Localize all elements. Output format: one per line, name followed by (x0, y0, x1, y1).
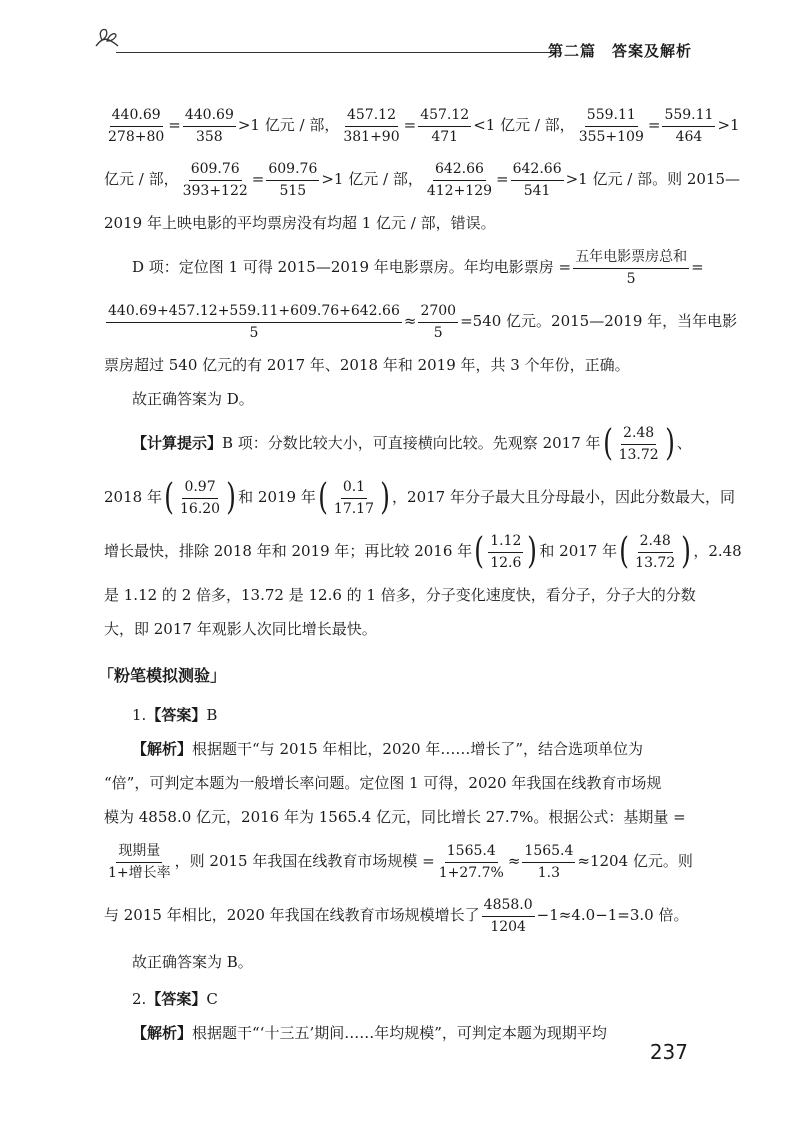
text-line: 【计算提示】B 项：分数比较大小，可直接横向比较。先观察 2017 年 ( $\frac{2.48}{13.72}$ ) 、 (132, 423, 692, 464)
fraction: $\frac{0.97}{16.20}$ (180, 479, 221, 517)
fraction: $\frac{2.48}{13.72}$ (635, 533, 676, 571)
text-line: $\frac{440.69}{278+80}$ = $\frac{440.69}{358}$ >1 亿元 / 部， $\frac{457.12}{381+90}$ = $\frac{457.12}{471}$ <1 亿元 / 部， $\frac{559.11}{355+109}$ = $\frac{559.11}{464}$ >1 (108, 107, 740, 145)
text-line: 大，即 2017 年观影人次同比增长最快。 (104, 620, 377, 638)
fraction: $\frac{559.11}{355+109}$ (578, 107, 644, 145)
page-number: 237 (649, 1040, 688, 1064)
fraction: $\frac{642.66}{412+129}$ (426, 161, 493, 199)
text-line: 【解析】根据题干“与 2015 年相比，2020 年……增长了”，结合选项单位为 (132, 740, 644, 758)
text-line: 2019 年上映电影的平均票房没有均超 1 亿元 / 部，错误。 (104, 214, 496, 232)
fraction: $\frac{440.69}{358}$ (184, 107, 234, 145)
text-line: “倍”，可判定本题为一般增长率问题。定位图 1 可得，2020 年我国在线教育市场规 (104, 774, 662, 792)
text-line: 【解析】根据题干“‘十三五’期间……年均规模”，可判定本题为现期平均 (132, 1024, 607, 1042)
text-line: 亿元 / 部， $\frac{609.76}{393+122}$ = $\frac{609.76}{515}$ >1 亿元 / 部， $\frac{642.66}{412+129}$ = $\frac{642.66}{541}$ >1 亿元 / 部。则 2015— (104, 161, 741, 199)
fraction: $\frac{457.12}{381+90}$ (343, 107, 400, 145)
question-answer-line: 2.【答案】C (132, 990, 218, 1008)
fraction: $\frac{609.76}{515}$ (268, 161, 318, 199)
leaf-ornament-icon (92, 26, 120, 48)
text-line: $\frac{440.69+457.12+559.11+609.76+642.66}{5}$ ≈ $\frac{2700}{5}$ =540 亿元。2015—2019 年，当年电影 (108, 303, 738, 341)
fraction: $\frac{0.1}{17.17}$ (333, 479, 374, 517)
header-title: 第二篇 答案及解析 (547, 42, 692, 60)
header-rule (116, 52, 556, 53)
fraction: $\frac{609.76}{393+122}$ (182, 161, 248, 199)
fraction: $\frac{642.66}{541}$ (512, 161, 562, 199)
fraction: $\frac{\text{现期量}}{\text{1+增长率}}$ (108, 843, 171, 881)
text-line: 模为 4858.0 亿元，2016 年为 1565.4 亿元，同比增长 27.7%。根据公式：基期量 = (104, 808, 686, 826)
fraction: $\frac{2700}{5}$ (420, 303, 457, 341)
text-line: 增长最快，排除 2018 年和 2019 年；再比较 2016 年 ( $\frac{1.12}{12.6}$ ) 和 2017 年 ( $\frac{2.48}{13.72}$ ) ，2.48 (104, 531, 742, 572)
answer-line: 故正确答案为 B。 (132, 953, 253, 971)
text-line: $\frac{\text{现期量}}{\text{1+增长率}}$ ，则 2015 年我国在线教育市场规模 = $\frac{1565.4}{1+27.7\%}$ ≈ $\frac{1565.4}{1.3}$ ≈1204 亿元。则 (108, 843, 693, 881)
fraction: $\frac{1.12}{12.6}$ (490, 533, 522, 571)
fraction: $\frac{1565.4}{1+27.7\%}$ (438, 843, 504, 881)
fraction: $\frac{2.48}{13.72}$ (618, 425, 659, 463)
answer-line: 故正确答案为 D。 (132, 390, 254, 408)
text-line: 与 2015 年相比，2020 年我国在线教育市场规模增长了 $\frac{4858.0}{1204}$ −1≈4.0−1=3.0 倍。 (104, 897, 689, 935)
fraction: $\frac{440.69+457.12+559.11+609.76+642.66}{5}$ (108, 303, 400, 341)
fraction: $\frac{559.11}{464}$ (664, 107, 714, 145)
text-line: 是 1.12 的 2 倍多，13.72 是 12.6 的 1 倍多，分子变化速度快，看分子，分子大的分数 (104, 586, 696, 604)
fraction: $\frac{4858.0}{1204}$ (483, 897, 533, 935)
text-line: 2018 年 ( $\frac{0.97}{16.20}$ ) 和 2019 年 ( $\frac{0.1}{17.17}$ ) ，2017 年分子最大且分母最小，因此分数最大，同 (104, 477, 735, 518)
section-heading: 「粉笔模拟测验」 (98, 666, 227, 685)
fraction: $\frac{\text{五年电影票房总和}}{5}$ (575, 249, 688, 287)
page-content (98, 98, 742, 1050)
fraction: $\frac{440.69}{278+80}$ (108, 107, 165, 145)
fraction: $\frac{1565.4}{1.3}$ (524, 843, 574, 881)
text-line: D 项：定位图 1 可得 2015—2019 年电影票房。年均电影票房 = $\frac{\text{五年电影票房总和}}{5}$ = (132, 249, 704, 287)
fraction: $\frac{457.12}{471}$ (420, 107, 470, 145)
question-answer-line: 1.【答案】B (132, 706, 218, 724)
text-line: 票房超过 540 亿元的有 2017 年、2018 年和 2019 年，共 3 个年份，正确。 (104, 356, 630, 374)
